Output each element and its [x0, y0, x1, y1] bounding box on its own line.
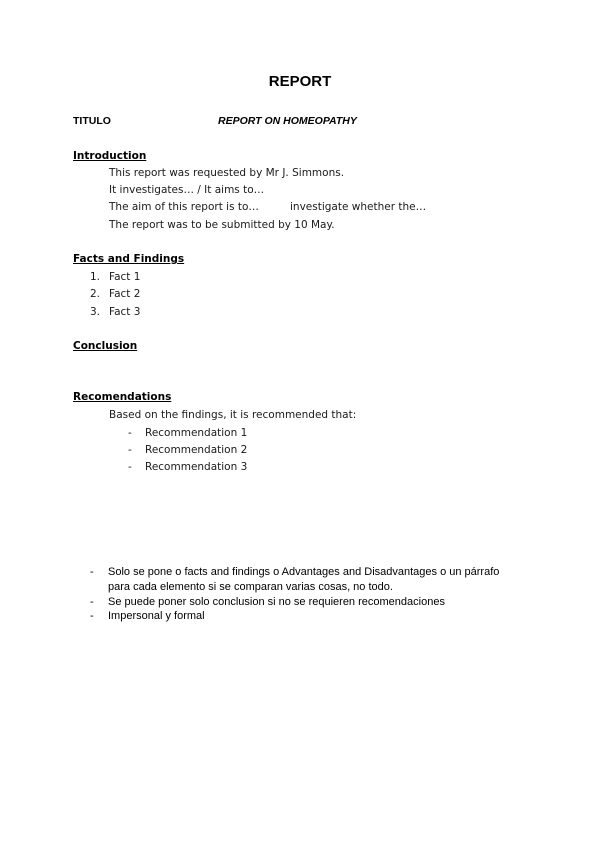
recommendation-bullet: -	[128, 444, 132, 456]
introduction-line-2: It investigates… / It aims to…	[109, 184, 265, 196]
introduction-line-4: The report was to be submitted by 10 May.	[109, 219, 335, 231]
note-item-1-line-2: para cada elemento si se comparan varias cosas, no todo.	[108, 581, 393, 593]
recommendations-intro: Based on the findings, it is recommended that:	[109, 409, 357, 421]
fact-item: Fact 3	[109, 306, 141, 318]
introduction-heading: Introduction	[73, 150, 147, 162]
note-bullet: -	[90, 610, 94, 622]
introduction-line-3: The aim of this report is to…	[109, 201, 259, 213]
recommendation-item: Recommendation 3	[145, 461, 248, 473]
fact-number: 1.	[90, 271, 101, 283]
fact-item: Fact 1	[109, 271, 141, 283]
recommendation-item: Recommendation 1	[145, 427, 248, 439]
fact-number: 2.	[90, 288, 101, 300]
note-bullet: -	[90, 596, 94, 608]
fact-item: Fact 2	[109, 288, 141, 300]
recommendation-item: Recommendation 2	[145, 444, 248, 456]
fact-number: 3.	[90, 306, 101, 318]
titulo-label: TITULO	[73, 115, 111, 127]
recommendation-bullet: -	[128, 461, 132, 473]
recommendations-heading: Recomendations	[73, 391, 172, 403]
facts-heading: Facts and Findings	[73, 253, 185, 265]
conclusion-heading: Conclusion	[73, 340, 138, 352]
introduction-aim-continuation: investigate whether the…	[290, 201, 427, 213]
note-item-2: Se puede poner solo conclusion si no se requieren recomendaciones	[108, 596, 445, 608]
note-item-3: Impersonal y formal	[108, 610, 205, 622]
recommendation-bullet: -	[128, 427, 132, 439]
introduction-line-1: This report was requested by Mr J. Simmons.	[109, 167, 345, 179]
note-item-1-line-1: Solo se pone o facts and findings o Advantages and Disadvantages o un párrafo	[108, 566, 500, 578]
titulo-value: REPORT ON HOMEOPATHY	[218, 115, 357, 127]
note-bullet: -	[90, 566, 94, 578]
page-title: REPORT	[268, 73, 332, 90]
